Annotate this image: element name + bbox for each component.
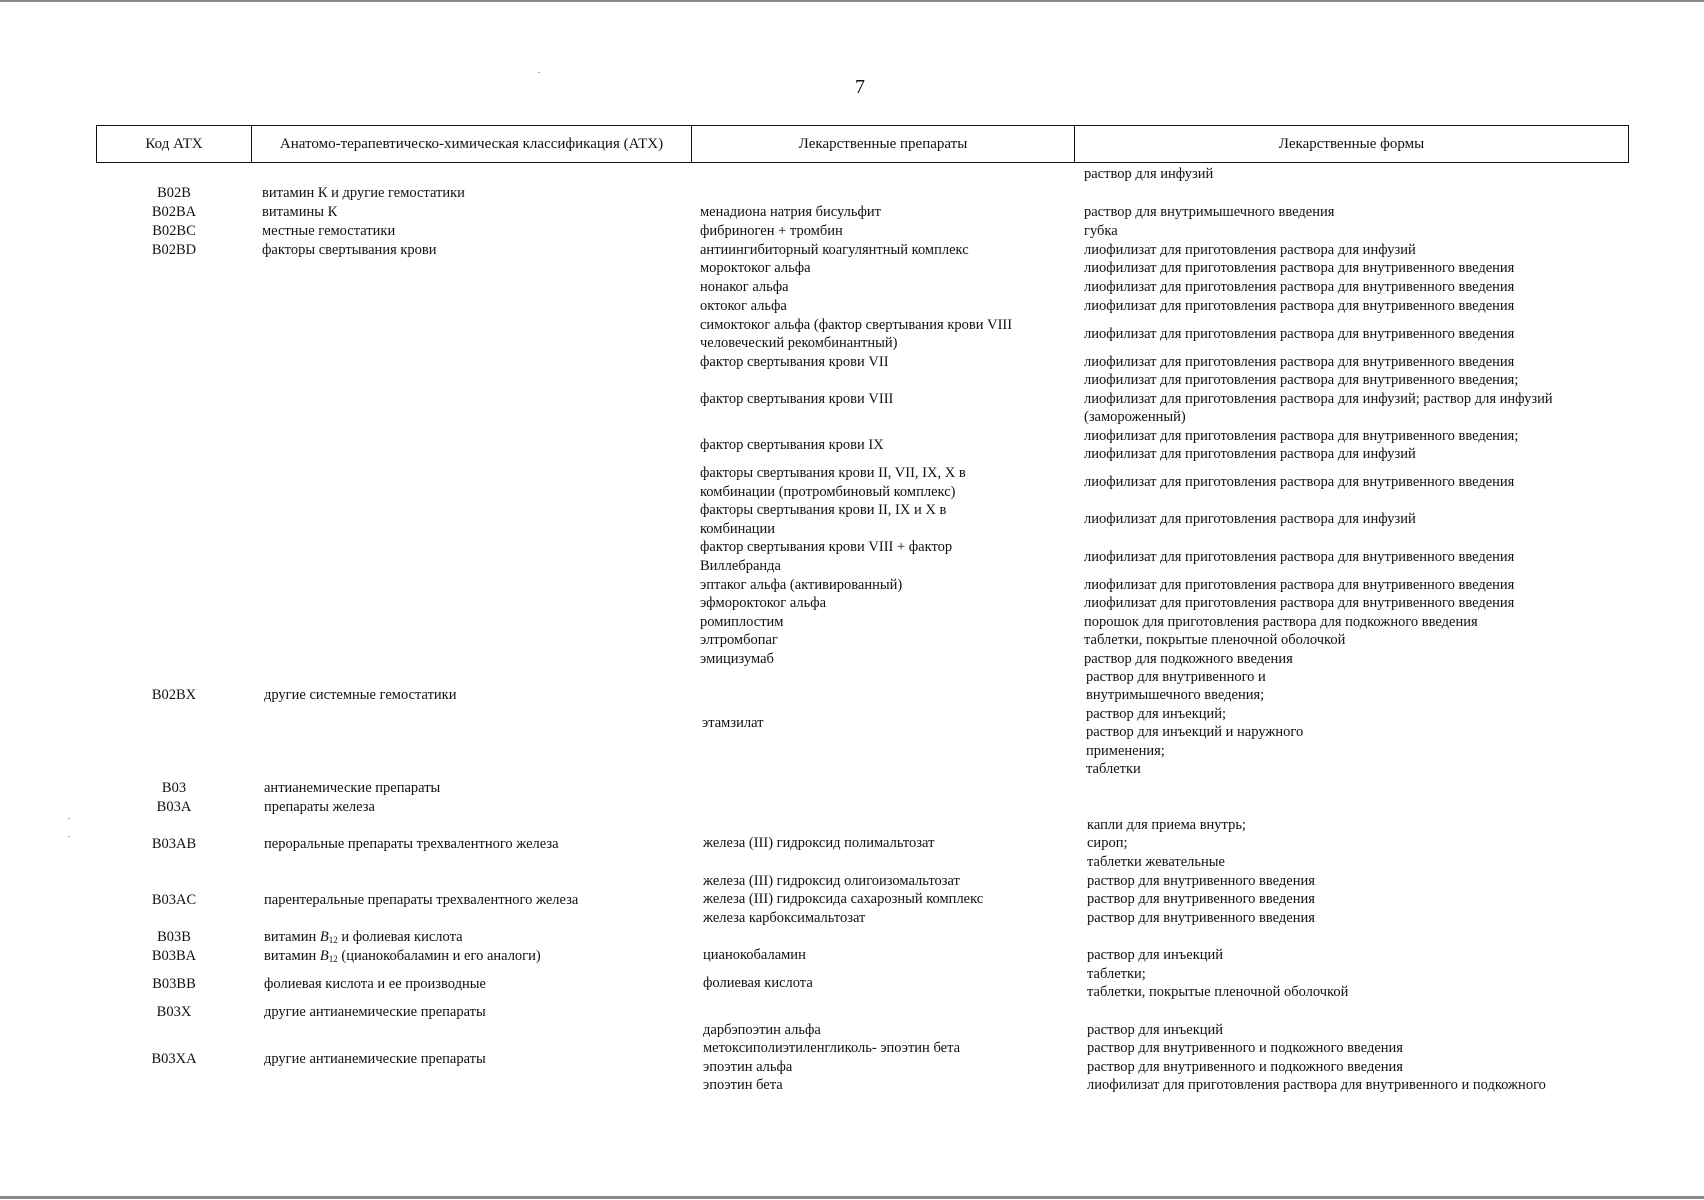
- drug-name: ромиплостим: [700, 614, 784, 630]
- drug-name: железа (III) гидроксид полимальтозат: [703, 835, 935, 851]
- dosage-form: лиофилизат для приготовления раствора для внутривенного введения: [1084, 474, 1515, 490]
- header-atx-classification: Анатомо-терапевтическо-химическая классификация (АТХ): [252, 126, 692, 162]
- drug-name: фактор свертывания крови VII: [700, 354, 889, 370]
- atx-code: B02B: [157, 185, 191, 201]
- dosage-form: применения;: [1086, 743, 1165, 759]
- drug-name: октоког альфа: [700, 298, 787, 314]
- drug-name: цианокобаламин: [703, 947, 806, 963]
- dosage-form: внутримышечного введения;: [1086, 687, 1265, 703]
- dosage-form: раствор для внутримышечного введения: [1084, 204, 1335, 220]
- atx-name: парентеральные препараты трехвалентного железа: [264, 892, 579, 908]
- atx-code: B03: [161, 780, 187, 796]
- drug-name: железа (III) гидроксида сахарозный комплекс: [703, 891, 984, 907]
- drug-name: Виллебранда: [700, 558, 781, 574]
- dosage-form: раствор для внутривенного и: [1086, 669, 1266, 685]
- atx-code: B03BB: [152, 976, 196, 992]
- dosage-form: лиофилизат для приготовления раствора для внутривенного и подкожного: [1087, 1077, 1546, 1093]
- dosage-form: сироп;: [1087, 835, 1128, 851]
- scan-speck: [68, 836, 70, 837]
- scan-speck: [538, 72, 540, 73]
- atx-name: другие системные гемостатики: [264, 687, 457, 703]
- drug-name: мороктоког альфа: [700, 260, 811, 276]
- drug-name: фактор свертывания крови VIII: [700, 391, 894, 407]
- dosage-form: лиофилизат для приготовления раствора для инфузий; раствор для инфузий: [1084, 391, 1553, 407]
- dosage-form: раствор для инъекций;: [1086, 706, 1227, 722]
- atx-name: фолиевая кислота и ее производные: [264, 976, 486, 992]
- drug-name: метоксиполиэтиленгликоль- эпоэтин бета: [703, 1040, 961, 1056]
- drug-name: факторы свертывания крови II, IX и X в: [700, 502, 947, 518]
- drug-name: эпоэтин бета: [703, 1077, 783, 1093]
- drug-name: факторы свертывания крови II, VII, IX, X в: [700, 465, 966, 481]
- dosage-form: капли для приема внутрь;: [1087, 817, 1246, 833]
- dosage-form: порошок для приготовления раствора для подкожного введения: [1084, 614, 1478, 630]
- drug-name: эмицизумаб: [700, 651, 774, 667]
- atx-code: B02BX: [151, 687, 197, 703]
- dosage-form: лиофилизат для приготовления раствора для внутривенного введения: [1084, 595, 1515, 611]
- drug-name: фактор свертывания крови IX: [700, 437, 884, 453]
- drug-name: фибриноген + тромбин: [700, 223, 843, 239]
- drug-name: фактор свертывания крови VIII + фактор: [700, 539, 953, 555]
- dosage-form: лиофилизат для приготовления раствора для внутривенного введения: [1084, 326, 1515, 342]
- atx-name: витамин $B_{12}$ (цианокобаламин и его аналоги): [264, 948, 541, 964]
- drug-name: нонаког альфа: [700, 279, 789, 295]
- atx-code: B02BA: [151, 204, 197, 220]
- dosage-form: лиофилизат для приготовления раствора для внутривенного введения: [1084, 577, 1515, 593]
- drug-name: эптаког альфа (активированный): [700, 577, 903, 593]
- atx-code: B03X: [156, 1004, 192, 1020]
- dosage-form: раствор для внутривенного и подкожного введения: [1087, 1059, 1403, 1075]
- dosage-form: таблетки: [1086, 761, 1141, 777]
- drug-name: этамзилат: [702, 715, 764, 731]
- atx-code: B02BC: [152, 223, 196, 239]
- dosage-form: лиофилизат для приготовления раствора для инфузий: [1084, 446, 1416, 462]
- drug-name: симоктоког альфа (фактор свертывания крови VIII: [700, 317, 1013, 333]
- drug-name: эпоэтин альфа: [703, 1059, 793, 1075]
- drug-name: фолиевая кислота: [703, 975, 813, 991]
- atx-name: витамины К: [262, 204, 338, 220]
- dosage-form: лиофилизат для приготовления раствора для инфузий: [1084, 242, 1416, 258]
- bottom-border-line: [0, 1196, 1704, 1199]
- dosage-form: раствор для внутривенного введения: [1087, 891, 1315, 907]
- top-border-line: [0, 0, 1704, 2]
- atx-code: B03B: [157, 929, 191, 945]
- atx-name: витамин $B_{12}$ и фолиевая кислота: [264, 929, 463, 945]
- dosage-form: лиофилизат для приготовления раствора для внутривенного введения;: [1084, 372, 1519, 388]
- table-header: [96, 125, 1629, 163]
- dosage-form: раствор для инъекций: [1087, 947, 1224, 963]
- header-dosage-forms: Лекарственные формы: [1278, 135, 1425, 152]
- dosage-form: (замороженный): [1084, 409, 1186, 425]
- atx-name: факторы свертывания крови: [262, 242, 437, 258]
- drug-name: элтромбопаг: [700, 632, 778, 648]
- atx-code: B02BD: [151, 242, 197, 258]
- drug-name: комбинации (протромбиновый комплекс): [700, 484, 956, 500]
- atx-name: другие антианемические препараты: [264, 1051, 486, 1067]
- dosage-form: таблетки;: [1087, 966, 1146, 982]
- drug-name: комбинации: [700, 521, 776, 537]
- atx-name: антианемические препараты: [264, 780, 441, 796]
- dosage-form: раствор для внутривенного введения: [1087, 910, 1315, 926]
- drug-name: железа карбоксимальтозат: [703, 910, 866, 926]
- dosage-form: раствор для подкожного введения: [1084, 651, 1293, 667]
- atx-name: препараты железа: [264, 799, 375, 815]
- dosage-form: раствор для инъекций: [1087, 1022, 1224, 1038]
- dosage-form: лиофилизат для приготовления раствора для внутривенного введения: [1084, 354, 1515, 370]
- dosage-form: таблетки, покрытые пленочной оболочкой: [1084, 632, 1346, 648]
- dosage-form: таблетки, покрытые пленочной оболочкой: [1087, 984, 1349, 1000]
- drug-name: человеческий рекомбинантный): [700, 335, 898, 351]
- atx-code: B03AC: [151, 892, 197, 908]
- atx-code: B03XA: [151, 1051, 197, 1067]
- atx-name: местные гемостатики: [262, 223, 396, 239]
- dosage-form: раствор для инъекций и наружного: [1086, 724, 1304, 740]
- dosage-form: лиофилизат для приготовления раствора для инфузий: [1084, 511, 1416, 527]
- dosage-form: лиофилизат для приготовления раствора для внутривенного введения: [1084, 298, 1515, 314]
- drug-name: эфмороктоког альфа: [700, 595, 827, 611]
- dosage-form: раствор для инфузий: [1084, 166, 1214, 182]
- atx-name: витамин К и другие гемостатики: [262, 185, 465, 201]
- atx-code: B03BA: [151, 948, 197, 964]
- atx-code: B03AB: [151, 836, 197, 852]
- drug-name: железа (III) гидроксид олигоизомальтозат: [703, 873, 960, 889]
- dosage-form: таблетки жевательные: [1087, 854, 1225, 870]
- atx-code: B03A: [156, 799, 192, 815]
- dosage-form: лиофилизат для приготовления раствора для внутривенного введения: [1084, 549, 1515, 565]
- drug-name: дарбэпоэтин альфа: [703, 1022, 821, 1038]
- drug-name: антиингибиторный коагулянтный комплекс: [700, 242, 969, 258]
- dosage-form: лиофилизат для приготовления раствора для внутривенного введения;: [1084, 428, 1519, 444]
- dosage-form: губка: [1084, 223, 1118, 239]
- dosage-form: раствор для внутривенного введения: [1087, 873, 1315, 889]
- drug-name: менадиона натрия бисульфит: [700, 204, 881, 220]
- dosage-form: раствор для внутривенного и подкожного введения: [1087, 1040, 1403, 1056]
- atx-name: пероральные препараты трехвалентного железа: [264, 836, 559, 852]
- header-medicines: Лекарственные препараты: [692, 126, 1075, 162]
- dosage-form: лиофилизат для приготовления раствора для внутривенного введения: [1084, 279, 1515, 295]
- header-code-atx: Код АТХ: [97, 126, 252, 162]
- page-number: 7: [855, 76, 865, 98]
- atx-name: другие антианемические препараты: [264, 1004, 486, 1020]
- dosage-form: лиофилизат для приготовления раствора для внутривенного введения: [1084, 260, 1515, 276]
- scan-speck: [68, 818, 70, 819]
